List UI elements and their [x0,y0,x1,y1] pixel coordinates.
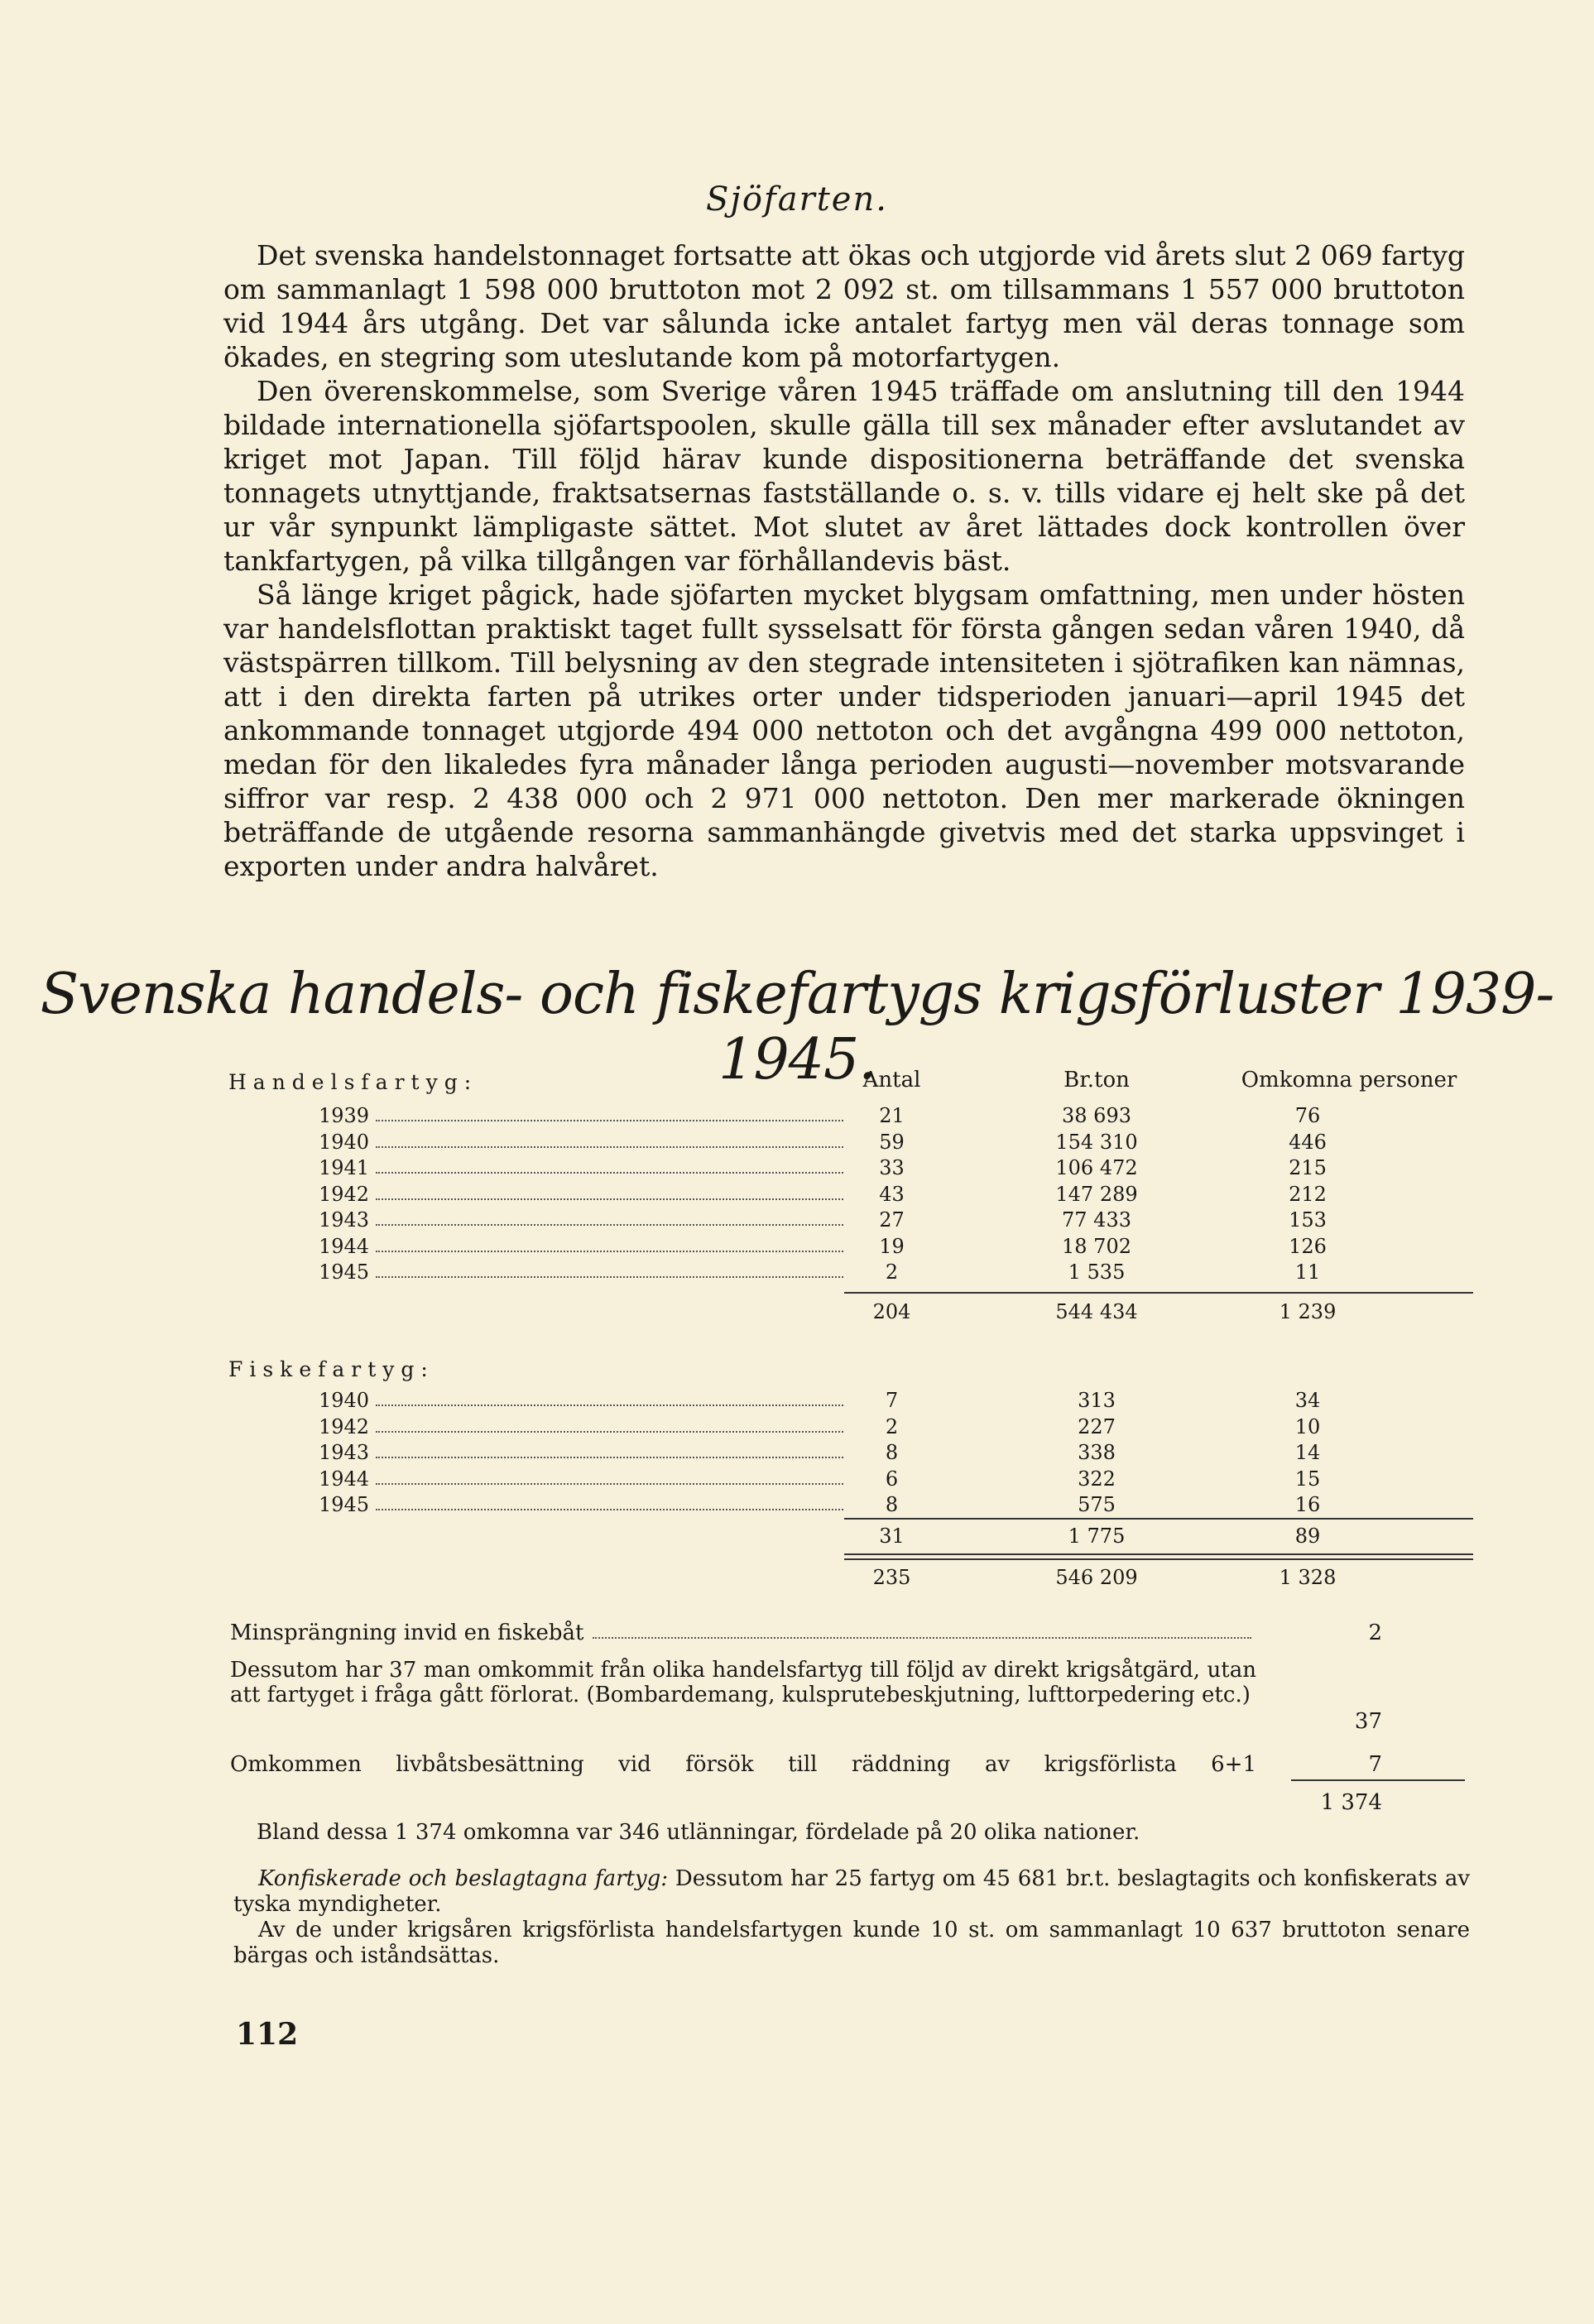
row-year-cell [319,1388,848,1413]
total-brton: 544 434 [1055,1300,1138,1323]
leader-dots [376,1467,843,1485]
cell-brton: 106 472 [1055,1156,1138,1179]
page-number: 112 [236,2017,299,2052]
row-year-cell [319,1440,848,1465]
cell-antal: 8 [885,1493,899,1516]
leader-dots [376,1234,843,1252]
leader-dots [376,1155,843,1174]
total-brton: 1 775 [1068,1525,1126,1548]
cell-brton: 575 [1078,1493,1116,1516]
cell-omkomna: 34 [1294,1389,1321,1412]
total-antal: 204 [872,1300,911,1323]
column-header-antal: Antal [862,1068,921,1092]
row-year: 1942 [319,1182,370,1206]
row-year-cell [319,1234,848,1259]
paragraph: Så länge kriget pågick, hade sjöfarten mycket blygsam omfattning, men under hösten var handelsflottan praktiskt taget fullt sysselsatt för första gången sedan våren 1940, då västspärren tillkom. Till belysning av den stegrade intensiteten i sjötrafiken kan nämnas, att i den direkta farten på utrikes orter under tidsperioden januari—april 1945 det ankommande tonnaget utgjorde 494 000 nettoton och det avgångna 499 000 nettoton, medan för den likaledes fyra månader långa perioden augusti—november motsvarande siffror var resp. 2 438 000 och 2 971 000 nettoton. Den mer markerade ökningen beträffande de utgående resorna sammanhängde givetvis med det starka uppsvinget i exporten under andra halvåret. [223,579,1465,882]
row-year-cell [319,1208,848,1232]
row-year: 1945 [319,1260,370,1284]
grand-total-rule [844,1553,1473,1555]
footnote-confiscated [233,1866,1470,1969]
row-year: 1944 [319,1234,370,1258]
cell-omkomna: 76 [1294,1104,1321,1127]
section-heading: Sjöfarten. [706,180,888,218]
row-year-cell [319,1492,848,1517]
section-label-handelsfartyg: Handelsfartyg: [228,1070,478,1094]
cell-brton: 77 433 [1062,1208,1131,1232]
table-title: Svenska handels- och fiskefartygs krigsförluster 1939-1945. [40,962,1554,1092]
leader-dots [376,1103,843,1121]
note-mine-text: Minsprängning invid en fiskebåt [230,1621,584,1645]
cell-antal: 21 [879,1104,905,1127]
cell-omkomna: 126 [1289,1234,1327,1258]
paragraph: Det svenska handelstonnaget fortsatte att ökas och utgjorde vid årets slut 2 069 fartyg om sammanlagt 1 598 000 bruttoton mot 2 092 st. om tillsammans 1 557 000 bruttoton vid 1944 års utgång. Det var sålunda icke antalet fartyg men väl deras tonnage som ökades, en stegring som uteslutande kom på motorfartygen. [223,239,1465,373]
row-year: 1943 [319,1208,370,1232]
grand-total-omkomna: 1 328 [1279,1566,1337,1589]
row-year-cell [319,1130,848,1155]
row-year: 1943 [319,1441,370,1464]
notes-sum-rule [1291,1779,1465,1781]
leader-dots [376,1208,843,1226]
total-omkomna: 1 239 [1279,1300,1337,1323]
cell-brton: 313 [1078,1389,1116,1412]
note-direct-value: 37 [1354,1709,1382,1734]
footnote-salvaged: Av de under krigsåren krigsförlista handelsfartygen kunde 10 st. om sammanlagt 10 637 bruttoton senare bärgas och iståndsättas. [233,1918,1470,1968]
cell-omkomna: 16 [1294,1493,1321,1516]
cell-brton: 1 535 [1068,1260,1126,1284]
note-foreigners: Bland dessa 1 374 omkomna var 346 utlänningar, fördelade på 20 olika nationer. [257,1820,1140,1845]
confiscated-text: Dessutom har 25 fartyg om 45 681 br.t. beslagtagits och konfiskerats av tyska myndigheter. [233,1866,1471,1917]
row-year: 1942 [319,1414,370,1438]
confiscated-label: Konfiskerade och beslagtagna fartyg: [258,1866,669,1891]
cell-omkomna: 215 [1289,1156,1327,1179]
row-year-cell [319,1103,848,1128]
row-year: 1939 [319,1104,370,1127]
cell-brton: 227 [1078,1414,1116,1438]
cell-omkomna: 446 [1289,1130,1327,1154]
row-year-cell [319,1414,848,1439]
subtotal-rule [844,1518,1473,1520]
cell-antal: 2 [885,1260,899,1284]
cell-antal: 6 [885,1467,899,1491]
row-year-cell [319,1260,848,1284]
cell-brton: 338 [1078,1441,1116,1464]
note-direct-text: Dessutom har 37 man omkommit från olika handelsfartyg till följd av direkt krigsåtgärd, utan att fartyget i fråga gått förlorat. (Bombardemang, kulsprutebeskjutning, lufttorpedering etc.) [230,1658,1256,1707]
leader-dots [376,1388,843,1406]
row-year-cell [319,1467,848,1491]
column-header-omkomna: Omkomna personer [1241,1068,1457,1092]
leader-dots [376,1130,843,1148]
total-antal: 31 [879,1525,905,1548]
cell-brton: 38 693 [1062,1104,1131,1127]
cell-omkomna: 15 [1294,1467,1321,1491]
cell-antal: 2 [885,1414,899,1438]
cell-brton: 18 702 [1062,1234,1131,1258]
grand-total-antal: 235 [872,1566,911,1589]
leader-dots [376,1492,843,1510]
cell-brton: 154 310 [1055,1130,1138,1154]
cell-omkomna: 14 [1294,1441,1321,1464]
row-year-cell [319,1182,848,1207]
leader-dots [376,1414,843,1433]
body-text [223,238,1465,883]
row-year-cell [319,1155,848,1180]
leader-dots [593,1621,1252,1639]
leader-dots [376,1182,843,1200]
total-omkomna: 89 [1294,1525,1321,1548]
cell-antal: 59 [879,1130,905,1154]
cell-antal: 33 [879,1156,905,1179]
note-lifeboat-value: 7 [1368,1752,1382,1777]
cell-brton: 147 289 [1055,1182,1138,1206]
note-lifeboat-text: Omkommen livbåtsbesättning vid försök till räddning av krigsförlista 6+1 [230,1752,1256,1777]
cell-antal: 7 [885,1389,899,1412]
cell-omkomna: 10 [1294,1414,1321,1438]
note-mine [230,1621,1256,1645]
row-year: 1945 [319,1493,370,1516]
final-total: 1 374 [1320,1790,1382,1815]
cell-brton: 322 [1078,1467,1116,1491]
cell-antal: 8 [885,1441,899,1464]
cell-omkomna: 11 [1294,1260,1321,1284]
cell-omkomna: 153 [1289,1208,1327,1232]
subtotal-rule [844,1292,1473,1294]
grand-total-rule [844,1558,1473,1560]
column-header-brton: Br.ton [1063,1068,1130,1092]
section-label-fiskefartyg: Fiskefartyg: [228,1357,435,1381]
grand-total-brton: 546 209 [1055,1566,1138,1589]
row-year: 1940 [319,1130,370,1154]
row-year: 1941 [319,1156,370,1179]
cell-omkomna: 212 [1289,1182,1327,1206]
row-year: 1940 [319,1389,370,1412]
cell-antal: 27 [879,1208,905,1232]
cell-antal: 19 [879,1234,905,1258]
row-year: 1944 [319,1467,370,1491]
leader-dots [376,1440,843,1458]
leader-dots [376,1260,843,1278]
paragraph: Den överenskommelse, som Sverige våren 1945 träffade om anslutning till den 1944 bildade internationella sjöfartspoolen, skulle gälla till sex månader efter avslutandet av kriget mot Japan. Till följd härav kunde dispositionerna beträffande det svenska tonnagets utnyttjande, fraktsatsernas fastställande o. s. v. tills vidare ej helt ske på det ur vår synpunkt lämpligaste sättet. Mot slutet av året lättades dock kontrollen över tankfartygen, på vilka tillgången var förhållandevis bäst. [223,375,1465,577]
cell-antal: 43 [879,1182,905,1206]
note-mine-value: 2 [1368,1621,1382,1645]
